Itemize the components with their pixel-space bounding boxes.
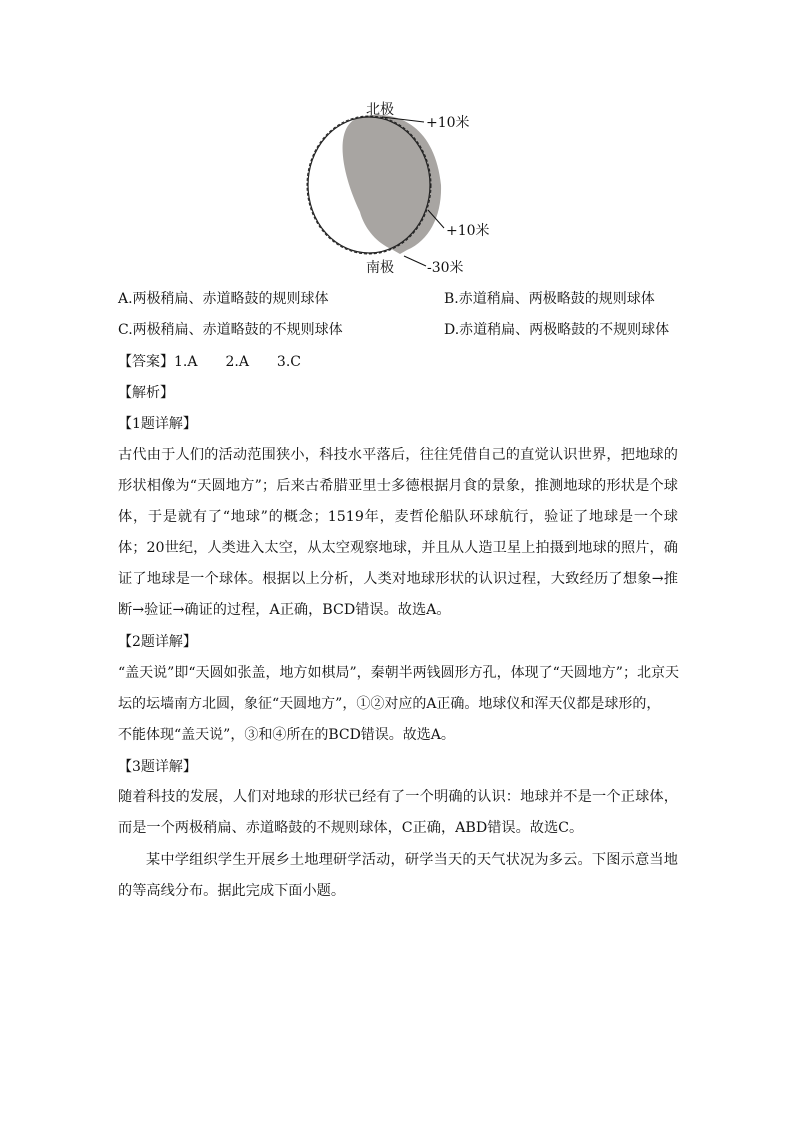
q1-heading: 【1题详解】 [118, 416, 197, 432]
option-d: D.赤道稍扁、两极略鼓的不规则球体 [444, 322, 670, 338]
south-pointer-line [404, 256, 426, 266]
south-deviation-label: -30米 [427, 260, 464, 276]
q2-heading: 【2题详解】 [118, 634, 197, 650]
earth-body [343, 115, 442, 254]
equator-deviation-label: +10米 [446, 223, 490, 239]
north-deviation-label: +10米 [426, 115, 470, 131]
option-b: B.赤道稍扁、两极略鼓的规则球体 [444, 291, 655, 307]
option-a: A.两极稍扁、赤道略鼓的规则球体 [118, 291, 329, 307]
q2-line-1: “盖天说”即“天圆如张盖，地方如棋局”，秦朝半两钱圆形方孔，体现了“天圆地方”；北京天 [118, 665, 679, 681]
q2-line-2: 坛的坛墙南方北圆，象征“天圆地方”，①②对应的A正确。地球仪和浑天仪都是球形的， [118, 696, 661, 712]
analysis-heading: 【解析】 [118, 385, 174, 401]
answer-line: 【答案】1.A 2.A 3.C [118, 354, 302, 370]
option-c: C.两极稍扁、赤道略鼓的不规则球体 [118, 322, 343, 338]
south-pole-label: 南极 [366, 260, 394, 276]
q1-explanation: 古代由于人们的活动范围狭小，科技水平落后，往往凭借自己的直觉认识世界，把地球的形状相像为“天圆地方”；后来古希腊亚里士多德根据月食的景象，推测地球的形状是个球体，于是就有了“地球”的概念；1519年，麦哲伦船队环球航行，验证了地球是一个球体；20世纪，人类进入太空，从太空观察地球，并且从人造卫星上拍摄到地球的照片，确证了地球是一个球体。根据以上分析，人类对地球形状的认识过程，大致经历了想象→推断→验证→确证的过程，A正确，BCD错误。故选A。 [118, 447, 678, 618]
next-question-intro: 某中学组织学生开展乡土地理研学活动，研学当天的天气状况为多云。下图示意当地的等高线分布。据此完成下面小题。 [118, 852, 678, 899]
earth-shape-figure [300, 100, 500, 280]
q3-explanation: 随着科技的发展，人们对地球的形状已经有了一个明确的认识：地球并不是一个正球体，而是一个两极稍扁、赤道略鼓的不规则球体，C正确，ABD错误。故选C。 [118, 789, 678, 836]
north-pole-label: 北极 [366, 102, 394, 118]
q2-line-3: 不能体现“盖天说”，③和④所在的BCD错误。故选A。 [118, 727, 455, 743]
q3-heading: 【3题详解】 [118, 759, 197, 775]
